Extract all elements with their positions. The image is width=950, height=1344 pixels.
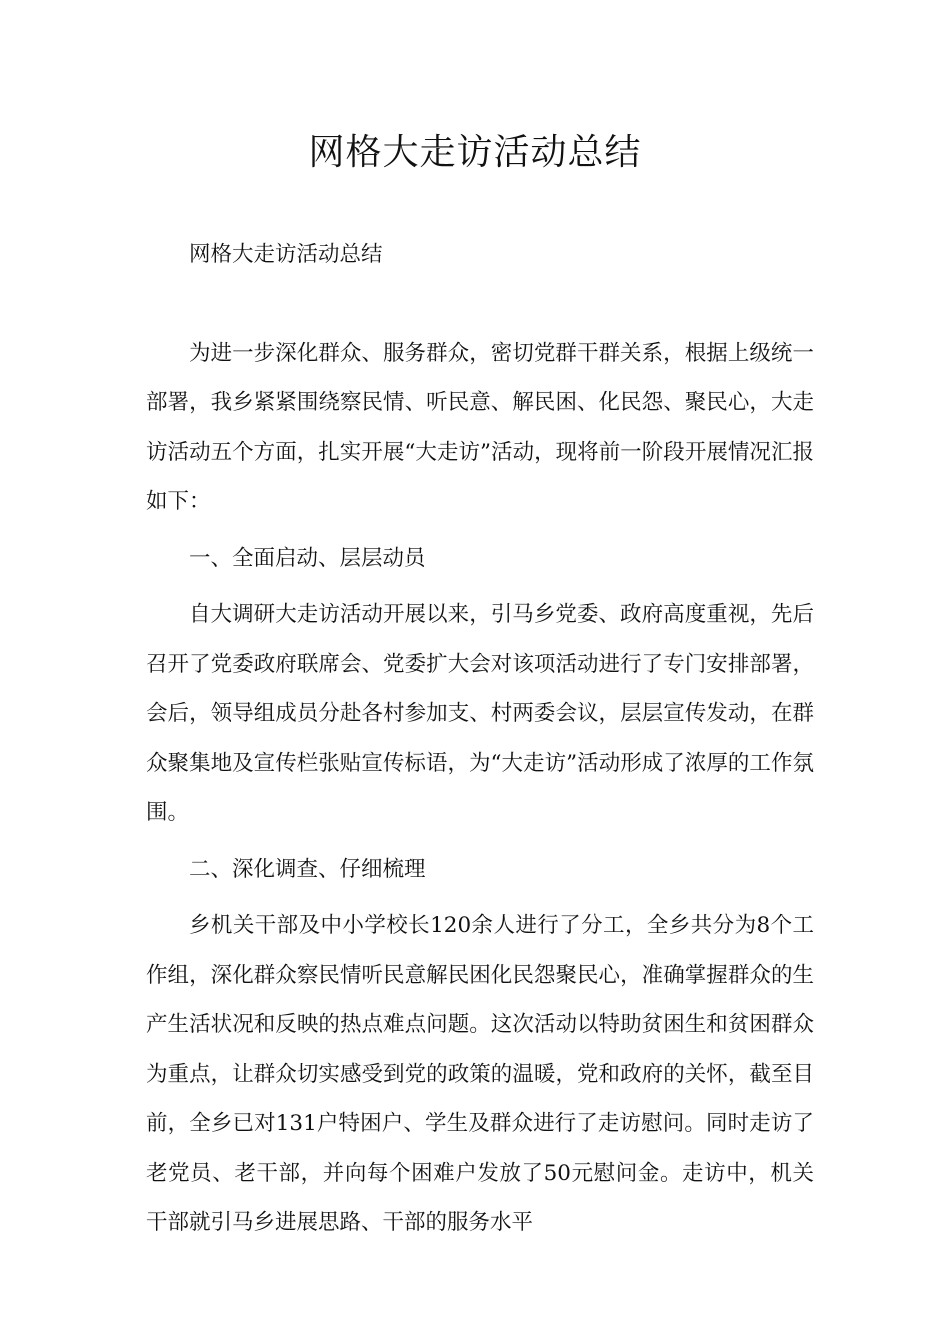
document-title: 网格大走访活动总结 — [308, 132, 642, 173]
document-body — [146, 230, 814, 1248]
intro-paragraph: 为进一步深化群众、服务群众，密切党群干群关系，根据上级统一部署，我乡紧紧围绕察民情、听民意、解民困、化民怨、聚民心，大走访活动五个方面，扎实开展“大走访”活动，现将前一阶段开展情况汇报如下： — [146, 340, 814, 514]
section-1-paragraph: 自大调研大走访活动开展以来，引马乡党委、政府高度重视，先后召开了党委政府联席会、党委扩大会对该项活动进行了专门安排部署，会后，领导组成员分赴各村参加支、村两委会议，层层宣传发动，在群众聚集地及宣传栏张贴宣传标语，为“大走访”活动形成了浓厚的工作氛围。 — [146, 602, 814, 825]
document-subtitle: 网格大走访活动总结 — [189, 242, 383, 267]
section-heading-1: 一、全面启动、层层动员 — [189, 545, 426, 571]
section-heading-2: 二、深化调查、仔细梳理 — [189, 856, 426, 882]
section-2-paragraph: 乡机关干部及中小学校长120余人进行了分工，全乡共分为8个工作组，深化群众察民情听民意解民困化民怨聚民心，准确掌握群众的生产生活状况和反映的热点难点问题。这次活动以特助贫困生和贫困群众为重点，让群众切实感受到党的政策的温暖，党和政府的关怀，截至目前，全乡已对131户特困户、学生及群众进行了走访慰问。同时走访了老党员、老干部，并向每个困难户发放了50元慰问金。走访中，机关干部就引马乡进展思路、干部的服务水平 — [146, 913, 814, 1235]
